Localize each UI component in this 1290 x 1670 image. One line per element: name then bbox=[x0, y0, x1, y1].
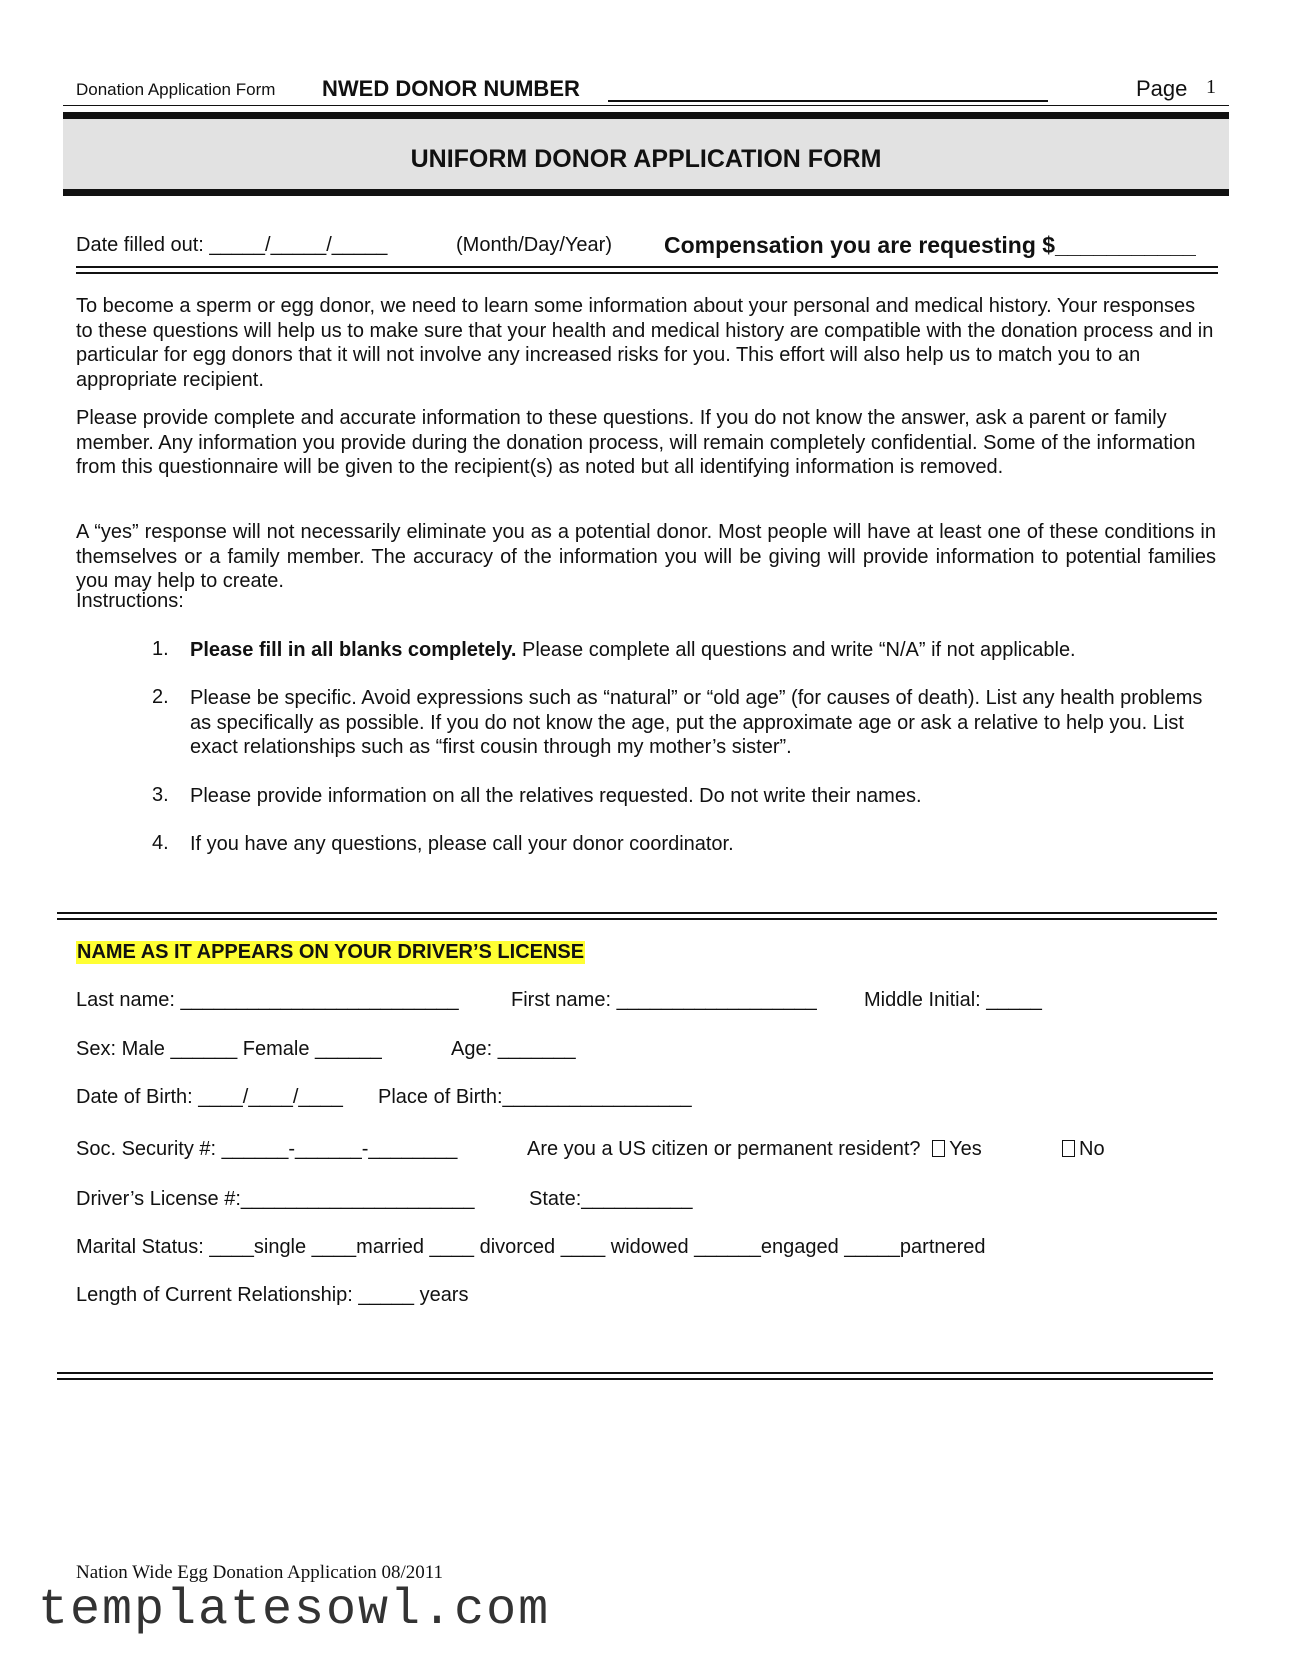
section-heading: NAME AS IT APPEARS ON YOUR DRIVER’S LICENSE bbox=[77, 941, 585, 963]
instruction-item: Please be specific. Avoid expressions such as “natural” or “old age” (for causes of death). List any health problems as specifically as possible. If you do not know the age, put the approximate age or ask a relative to help you. List exact relationships such as “first cousin through my mother’s sister”. bbox=[190, 687, 1203, 758]
state-field[interactable]: State:__________ bbox=[529, 1188, 693, 1210]
instruction-number: 4. bbox=[152, 832, 169, 854]
confidentiality-paragraph: Please provide complete and accurate information to these questions. If you do not know the answer, ask a parent or family member. Any information you provide during the donation process, will remain completely confidential. Some of the information from this questionnaire will be given to the recipient(s) as noted but all identifying information is removed. bbox=[76, 407, 1196, 478]
footer-text: Nation Wide Egg Donation Application 08/2011 bbox=[76, 1562, 444, 1583]
sex-field[interactable]: Sex: Male ______ Female ______ bbox=[76, 1038, 382, 1060]
first-name-field[interactable]: First name: __________________ bbox=[511, 989, 817, 1011]
date-of-birth-field[interactable]: Date of Birth: ____/____/____ bbox=[76, 1086, 343, 1108]
citizen-question bbox=[527, 1138, 982, 1161]
citizen-no-option bbox=[1062, 1138, 1105, 1161]
page-title: UNIFORM DONOR APPLICATION FORM bbox=[410, 145, 882, 173]
marital-status-field[interactable]: Marital Status: ____single ____married ____ divorced ____ widowed ______engaged _____partnered bbox=[76, 1236, 986, 1258]
double-rule bbox=[57, 1372, 1213, 1380]
page-number: 1 bbox=[1206, 76, 1216, 98]
donor-number-field[interactable] bbox=[608, 100, 1048, 102]
double-rule bbox=[57, 912, 1217, 920]
instruction-item: Please provide information on all the relatives requested. Do not write their names. bbox=[190, 785, 922, 807]
ssn-field[interactable]: Soc. Security #: ______-______-________ bbox=[76, 1138, 458, 1160]
citizen-no-checkbox[interactable] bbox=[1062, 1140, 1075, 1157]
citizen-no-label: No bbox=[1079, 1138, 1105, 1160]
instruction-number: 1. bbox=[152, 638, 169, 660]
age-field[interactable]: Age: _______ bbox=[451, 1038, 576, 1060]
compensation-field[interactable]: Compensation you are requesting $___________ bbox=[664, 232, 1196, 258]
instruction-text: Please complete all questions and write “N/A” if not applicable. bbox=[516, 639, 1076, 661]
header-rule bbox=[63, 105, 1229, 106]
double-rule bbox=[76, 266, 1218, 274]
last-name-field[interactable]: Last name: _________________________ bbox=[76, 989, 459, 1011]
form-label: Donation Application Form bbox=[76, 80, 276, 99]
donor-number-label: NWED DONOR NUMBER bbox=[322, 76, 580, 101]
instruction-emphasis: Please fill in all blanks completely. bbox=[190, 639, 517, 661]
citizen-question-label: Are you a US citizen or permanent resident? bbox=[527, 1138, 921, 1160]
drivers-license-field[interactable]: Driver’s License #:_____________________ bbox=[76, 1188, 475, 1210]
instruction-item bbox=[190, 638, 1220, 663]
date-filled-field[interactable]: Date filled out: _____/_____/_____ bbox=[76, 234, 388, 256]
intro-paragraph: To become a sperm or egg donor, we need to learn some information about your personal and medical history. Your responses to these questions will help us to make sure that your health and medical history are compatible with the donation process and in particular for egg donors that it will not involve any increased risks for you. This effort will also help us to match you to an appropriate recipient. bbox=[76, 295, 1214, 391]
instruction-number: 3. bbox=[152, 784, 169, 806]
citizen-yes-checkbox[interactable] bbox=[932, 1140, 945, 1157]
place-of-birth-field[interactable]: Place of Birth:_________________ bbox=[378, 1086, 692, 1108]
relationship-length-field[interactable]: Length of Current Relationship: _____ years bbox=[76, 1284, 469, 1306]
date-format-hint: (Month/Day/Year) bbox=[456, 234, 612, 256]
instruction-number: 2. bbox=[152, 686, 169, 708]
watermark: templatesowl.com bbox=[38, 1582, 551, 1639]
citizen-yes-label: Yes bbox=[949, 1138, 982, 1160]
page-label: Page bbox=[1136, 76, 1188, 101]
instructions-label: Instructions: bbox=[76, 590, 184, 612]
middle-initial-field[interactable]: Middle Initial: _____ bbox=[864, 989, 1042, 1011]
title-bar bbox=[63, 112, 1229, 196]
instruction-item: If you have any questions, please call your donor coordinator. bbox=[190, 833, 734, 855]
yes-response-paragraph: A “yes” response will not necessarily eliminate you as a potential donor. Most people will have at least one of these conditions in themselves or a family member. The accuracy of the information you will be giving will provide information to potential families you may help to create. bbox=[76, 521, 1216, 592]
